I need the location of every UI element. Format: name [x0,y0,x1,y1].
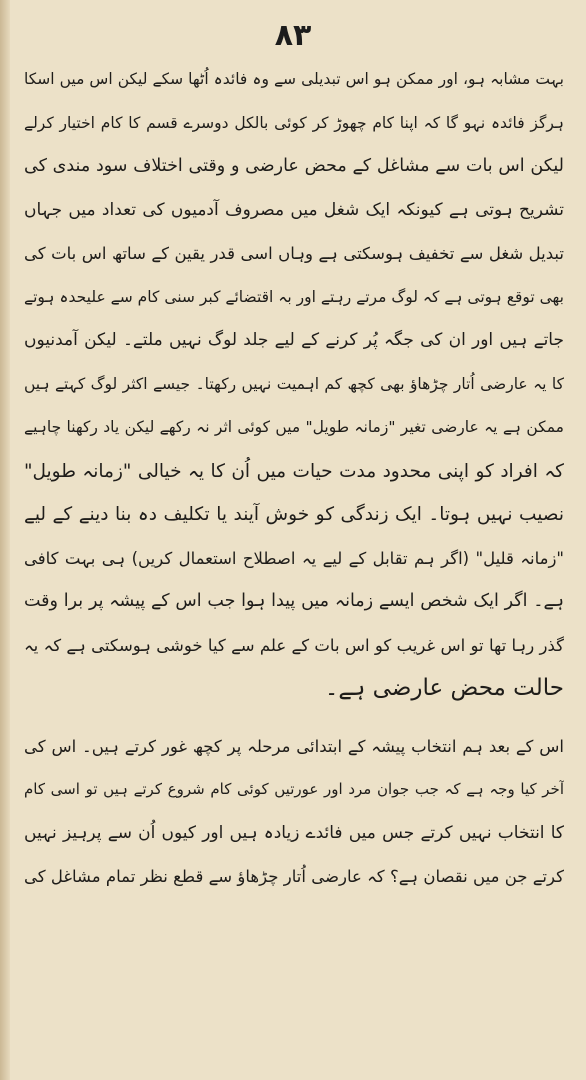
text-line: اس کے بعد ہم انتخاب پیشہ کے ابتدائی مرحلہ پر کچھ غور کرتے ہیں۔ اس کی [24,736,564,756]
text-line: بھی توقع ہوتی ہے کہ لوگ مرتے رہتے اور بہ اقتضائے کبر سنی کام سے علیحدہ ہوتے [24,287,564,306]
page-edge-shadow [0,0,10,1080]
text-line: بہت مشابہ ہو، اور ممکن ہو اس تبدیلی سے وہ فائدہ اُٹھا سکے لیکن اس میں اسکا [24,70,564,88]
text-line: کرتے جن میں نقصان ہے؟ کہ عارضی اُتار چڑھاؤ سے قطع نظر تمام مشاغل کی [24,867,564,886]
page-number: ۸۳ [274,18,312,53]
text-line: گذر رہا تھا تو اس غریب کو اس بات کے علم سے کیا خوشی ہوسکتی ہے کہ یہ [24,635,564,655]
text-line: کہ افراد کو اپنی محدود مدت حیات میں اُن کا یہ خیالی "زمانہ طویل" [24,460,564,482]
text-line: آخر کیا وجہ ہے کہ جب جوان مرد اور عورتیں کوئی کام شروع کرتے ہیں تو اسی کام [24,780,564,798]
text-line: ہرگز فائدہ نہو گا کہ اپنا کام چھوڑ کر کوئی بالکل دوسرے قسم کا کام اختیار کرلے [24,113,564,132]
text-line: جاتے ہیں اور ان کی جگہ پُر کرنے کے لیے جلد لوگ نہیں ملتے۔ لیکن آمدنیوں [24,330,564,350]
text-line: ہے۔ اگر ایک شخص ایسے زمانہ میں پیدا ہوا جب اس کے پیشہ پر برا وقت [24,591,564,611]
text-line: کا انتخاب نہیں کرتے جس میں فائدے زیادہ ہیں اور کیوں اُن سے پرہیز نہیں [24,822,564,843]
text-line: نصیب نہیں ہوتا۔ ایک زندگی کو خوش آیند یا تکلیف دہ بنا دینے کے لیے [24,504,564,525]
text-line: حالت محض عارضی ہے۔ [324,675,564,701]
body-text [24,58,564,899]
text-line: ممکن ہے یہ عارضی تغیر "زمانہ طویل" میں کوئی اثر نہ رکھے لیکن یاد رکھنا چاہیے [24,418,564,436]
text-line: "زمانہ قلیل" (اگر ہم تقابل کے لیے یہ اصطلاح استعمال کریں) ہی بہت کافی [24,548,564,568]
text-line: لیکن اس بات سے مشاغل کے محض عارضی و وقتی اختلاف سود مندی کی [24,156,564,176]
text-line: کا یہ عارضی اُتار چڑھاؤ بھی کچھ کم اہمیت نہیں رکھتا۔ جیسے اکثر لوگ کہتے ہیں [24,374,564,393]
text-line: تبدیل شغل سے تخفیف ہوسکتی ہے وہاں اسی قدر یقین کے ساتھ اس بات کی [24,244,564,263]
text-line: تشریح ہوتی ہے کیونکہ ایک شغل میں مصروف آدمیوں کی تعداد میں جہاں [24,199,564,220]
